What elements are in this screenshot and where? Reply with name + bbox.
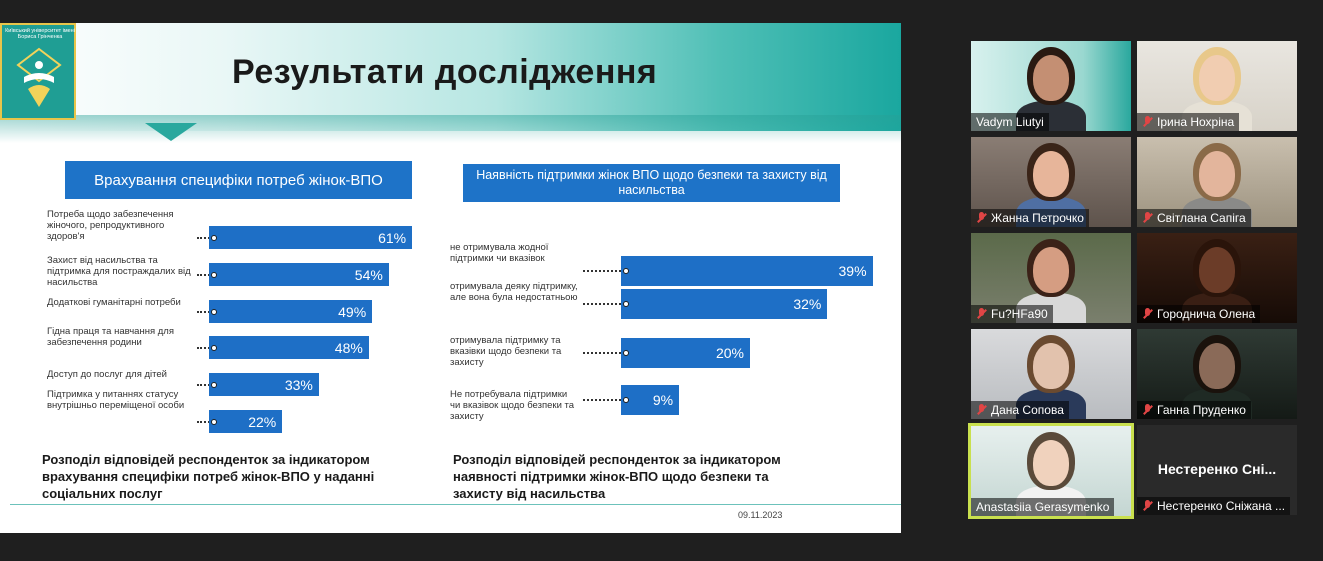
leader-line — [583, 399, 625, 401]
participant-name-bar — [971, 498, 1114, 516]
mic-muted-icon — [976, 404, 987, 416]
participant-name-bar — [971, 113, 1049, 131]
participant-name: Дана Сопова — [991, 403, 1064, 417]
participant-tile[interactable] — [971, 137, 1131, 227]
participant-tile[interactable] — [971, 233, 1131, 323]
leader-line — [583, 303, 625, 305]
mic-muted-icon — [976, 212, 987, 224]
participant-tile[interactable] — [1137, 41, 1297, 131]
participant-name-bar — [1137, 209, 1251, 227]
participant-name: Ірина Нохріна — [1157, 115, 1235, 129]
mic-muted-icon — [976, 308, 987, 320]
participant-name: Нестеренко Сніжана ... — [1157, 499, 1286, 513]
bar-value-label: 22% — [248, 413, 277, 430]
participant-name: Городнича Олена — [1157, 307, 1256, 321]
slide-title: Результати дослідження — [232, 53, 658, 91]
participant-name: Anastasiia Gerasymenko — [976, 500, 1110, 514]
category-label: Доступ до послуг для дітей — [47, 369, 167, 380]
participant-face — [1199, 151, 1235, 197]
mic-muted-icon — [1142, 404, 1153, 416]
participant-tile[interactable] — [971, 329, 1131, 419]
bar-value-label: 33% — [284, 376, 313, 393]
participant-face — [1199, 247, 1235, 293]
participant-tile[interactable] — [1137, 233, 1297, 323]
slide-date: 09.11.2023 — [738, 510, 783, 520]
participant-tile[interactable] — [1137, 137, 1297, 227]
participant-name-bar — [1137, 401, 1251, 419]
participant-face — [1033, 343, 1069, 389]
bar-value-label: 9% — [652, 392, 674, 408]
bar-value-label: 49% — [338, 303, 367, 320]
category-label: Додаткові гуманітарні потреби — [47, 297, 181, 308]
participant-name: Vadym Liutyi — [976, 115, 1044, 129]
participant-tile[interactable] — [1137, 425, 1297, 515]
footer-divider — [10, 504, 901, 505]
participant-name-bar — [1137, 305, 1260, 323]
participant-name: Жанна Петрочко — [991, 211, 1084, 225]
participant-tile[interactable] — [1137, 329, 1297, 419]
shared-slide — [0, 23, 901, 533]
mic-muted-icon — [1142, 308, 1153, 320]
leader-line — [583, 352, 625, 354]
participant-face — [1033, 55, 1069, 101]
category-label: отримувала підтримку та вказівки щодо безпеки та захисту — [450, 335, 562, 368]
participant-display-name: Нестеренко Сні... — [1157, 461, 1277, 477]
bar-value-label: 61% — [378, 229, 407, 246]
participant-face — [1033, 247, 1069, 293]
participant-face — [1033, 440, 1069, 486]
participant-name-bar — [971, 209, 1089, 227]
participant-name: Світлана Сапіга — [1157, 211, 1246, 225]
bar-value-label: 48% — [334, 339, 363, 356]
category-label: Гідна праця та навчання для забезпечення родини — [47, 326, 174, 348]
participant-name-bar — [1137, 113, 1239, 131]
bar-value-label: 39% — [838, 263, 867, 279]
participant-face — [1033, 151, 1069, 197]
category-label: Захист від насильства та підтримка для постраждалих від насильства — [47, 255, 191, 288]
participant-name-bar — [971, 401, 1069, 419]
mic-muted-icon — [1142, 116, 1153, 128]
right-chart-caption: Розподіл відповідей респонденток за індикатором наявності підтримки жінок-ВПО щодо безпеки та захисту від насильства — [453, 452, 781, 501]
university-name: Київський університет імені Бориса Грінченка — [5, 28, 75, 40]
left-chart-title: Врахування специфіки потреб жінок-ВПО — [65, 161, 412, 199]
university-emblem-icon — [16, 47, 62, 111]
category-label: не отримувала жодної підтримки чи вказівок — [450, 242, 549, 264]
participant-name: Ганна Пруденко — [1157, 403, 1246, 417]
participant-name-bar — [1137, 497, 1290, 515]
category-label: Потреба щодо забезпечення жіночого, репродуктивного здоров'я — [47, 209, 174, 242]
participant-name: Fu?HFa90 — [991, 307, 1048, 321]
bar-value-label: 20% — [715, 345, 744, 361]
bar-value-label: 54% — [354, 266, 383, 283]
university-logo — [0, 23, 76, 120]
right-chart-title: Наявність підтримки жінок ВПО щодо безпеки та захисту від насильства — [463, 164, 840, 202]
participant-tile[interactable] — [968, 423, 1134, 519]
category-label: отримувала деяку підтримку, але вона була недостатньою — [450, 281, 578, 303]
left-chart-caption: Розподіл відповідей респонденток за індикатором врахування специфіки потреб жінок-ВПО у наданні соціальних послуг — [42, 452, 375, 501]
mic-muted-icon — [1142, 212, 1153, 224]
participant-face — [1199, 55, 1235, 101]
participant-name-bar — [971, 305, 1053, 323]
participant-face — [1199, 343, 1235, 389]
participant-tile[interactable] — [971, 41, 1131, 131]
bar-value-label: 32% — [793, 296, 822, 312]
category-label: Не потребувала підтримки чи вказівок щодо безпеки та захисту — [450, 389, 575, 422]
mic-muted-icon — [1142, 500, 1153, 512]
leader-line — [583, 270, 625, 272]
category-label: Підтримка у питаннях статусу внутрішньо переміщеної особи — [47, 389, 185, 411]
